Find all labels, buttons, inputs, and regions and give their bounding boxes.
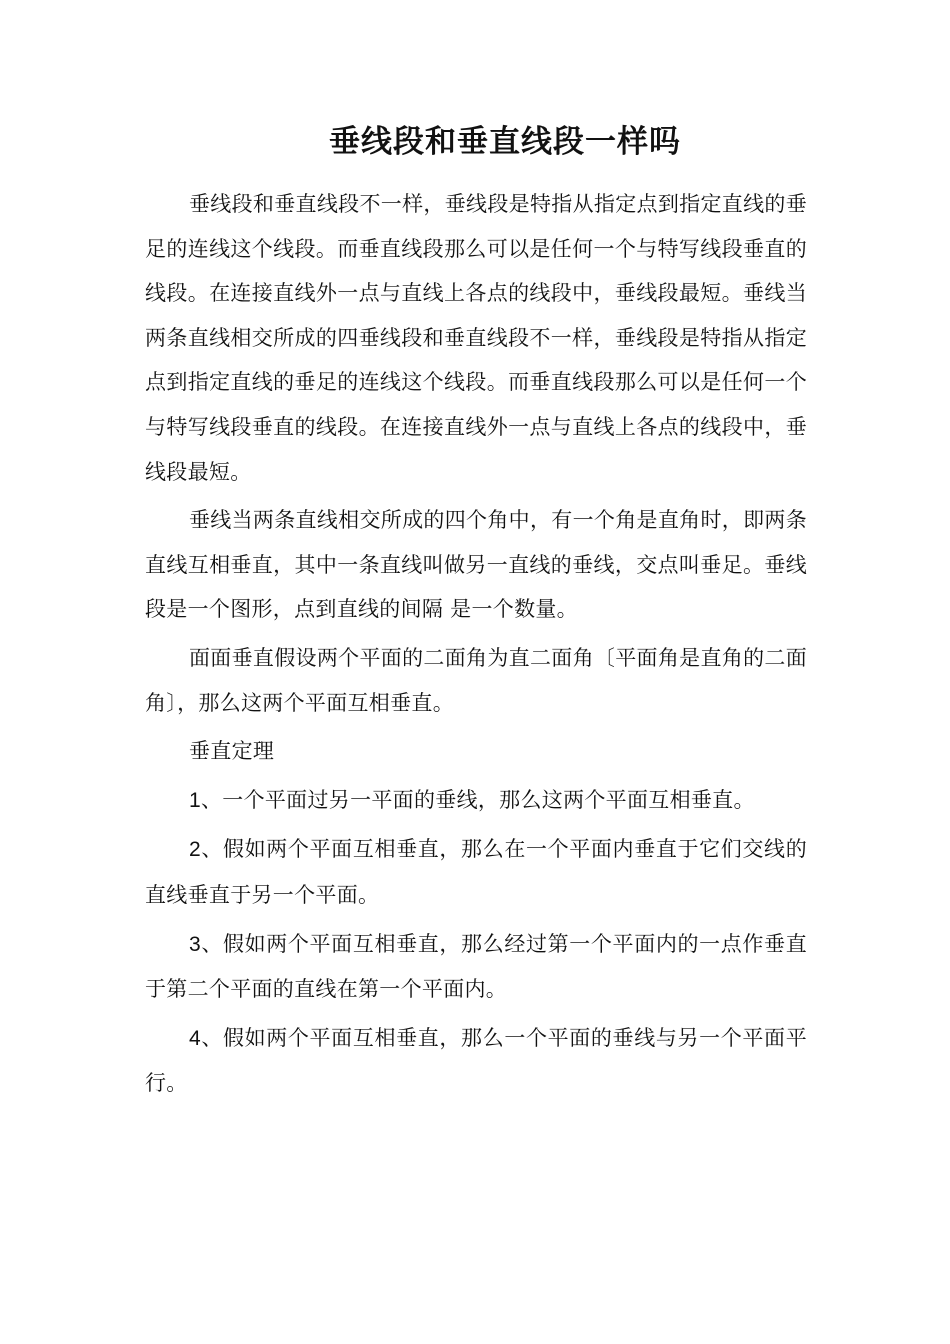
document-title: 垂线段和垂直线段一样吗 <box>329 124 681 160</box>
theorem-item-4 <box>145 1016 807 1106</box>
theorem-number: 1 <box>189 788 201 812</box>
paragraph-perpendicular-line: 垂线当两条直线相交所成的四个角中，有一个角是直角时，即两条直线互相垂直，其中一条直线叫做另一直线的垂线，交点叫垂足。垂线段是一个图形，点到直线的间隔 是一个数量。 <box>145 508 807 622</box>
theorem-item-3 <box>145 922 807 1012</box>
theorem-item-1 <box>145 778 807 824</box>
paragraph-definition: 垂线段和垂直线段不一样，垂线段是特指从指定点到指定直线的垂足的连线这个线段。而垂直线段那么可以是任何一个与特写线段垂直的线段。在连接直线外一点与直线上各点的线段中，垂线段最短。垂线当两条直线相交所成的四垂线段和垂直线段不一样，垂线段是特指从指定点到指定直线的垂足的连线这个线段。而垂直线段那么可以是任何一个与特写线段垂直的线段。在连接直线外一点与直线上各点的线段中，垂线段最短。 <box>145 192 807 484</box>
theorem-text: 、假如两个平面互相垂直，那么经过第一个平面内的一点作垂直于第二个平面的直线在第一个平面内。 <box>145 931 807 1002</box>
theorem-number: 3 <box>189 932 201 956</box>
paragraph-plane-perpendicular: 面面垂直假设两个平面的二面角为直二面角〔平面角是直角的二面角〕，那么这两个平面互相垂直。 <box>145 645 807 715</box>
section-heading-theorems: 垂直定理 <box>189 739 275 764</box>
theorem-number: 4 <box>189 1026 201 1050</box>
theorem-text: 、一个平面过另一平面的垂线，那么这两个平面互相垂直。 <box>200 787 755 812</box>
theorem-text: 、假如两个平面互相垂直，那么在一个平面内垂直于它们交线的直线垂直于另一个平面。 <box>145 837 807 907</box>
theorem-item-2 <box>145 827 807 917</box>
theorem-number: 2 <box>189 838 201 862</box>
theorem-text: 、假如两个平面互相垂直，那么一个平面的垂线与另一个平面平行。 <box>145 1025 807 1096</box>
document-body <box>145 182 807 1110</box>
